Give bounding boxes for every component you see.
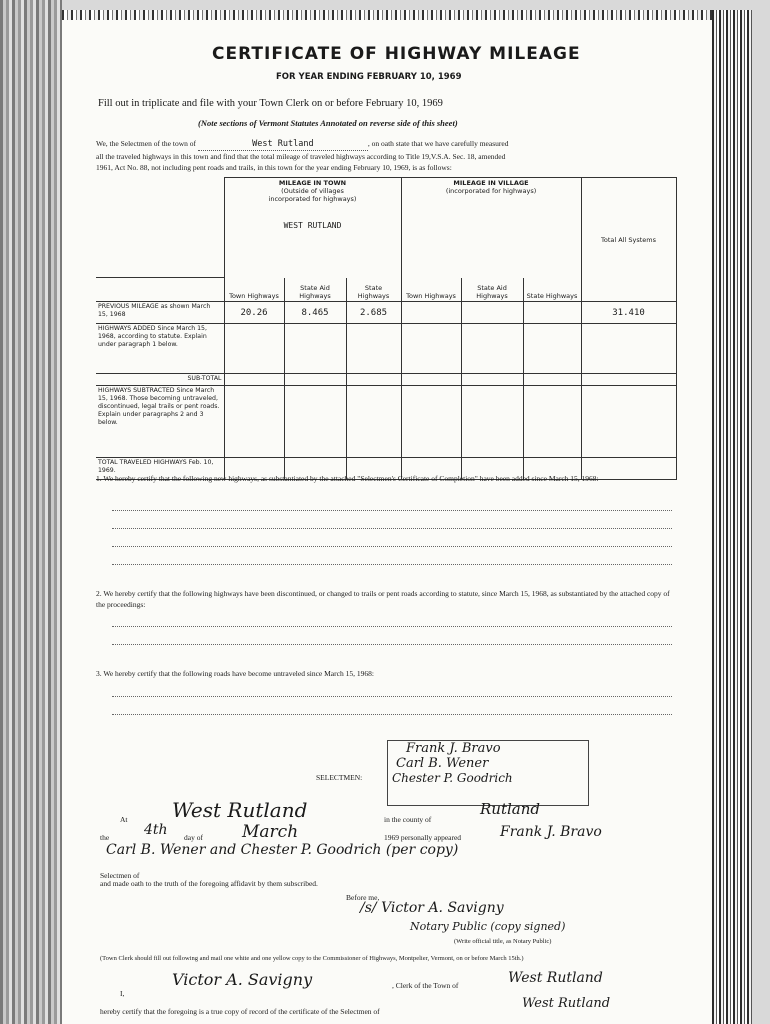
mileage-cell [523, 386, 581, 458]
statutes-note: (Note sections of Vermont Statutes Annotated on reverse side of this sheet) [198, 118, 458, 128]
official-title-label: (Write official title, as Notary Public) [454, 938, 552, 945]
column-header: State Highways [346, 278, 401, 302]
intro-line-2: all the traveled highways in this town and find that the total mileage of traveled highways according to Title 19,V.S.A. Sec. 18, amended [96, 152, 506, 161]
mileage-cell [224, 324, 284, 374]
mileage-cell [461, 374, 523, 386]
table-row [96, 374, 676, 386]
town-group-title: MILEAGE IN TOWN [278, 179, 347, 187]
before-me: Before me, [346, 893, 380, 902]
blank-label-header [96, 278, 224, 302]
village-group-header [401, 178, 581, 278]
certify-town: West Rutland [522, 996, 611, 1011]
county-value: Rutland [480, 800, 540, 818]
intro-line-3: 1961, Act No. 88, not including pent roads and trails, in this town for the year ending February 10, 1969, is as follows: [96, 163, 452, 172]
mileage-cell [401, 374, 461, 386]
county-label: in the county of [384, 815, 432, 824]
table-row [96, 386, 676, 458]
scan-edge-top [62, 10, 712, 20]
mileage-cell [581, 386, 676, 458]
mileage-cell [523, 374, 581, 386]
signature-1: Frank J. Bravo [406, 741, 501, 756]
signature-2: Carl B. Wener [396, 756, 489, 771]
month-value: March [242, 822, 299, 842]
mileage-cell [581, 324, 676, 374]
clerk-label: , Clerk of the Town of [392, 981, 459, 990]
clerk-town: West Rutland [508, 970, 603, 986]
clerk-i: I, [120, 989, 125, 998]
paragraph-3: 3. We hereby certify that the following roads have become untraveled since March 15, 1968: [96, 669, 374, 678]
column-header: Town Highways [224, 278, 284, 302]
fill-line [112, 696, 672, 697]
paragraph-2: 2. We hereby certify that the following highways have been discontinued, or changed to trails or pent roads according to statute, since March 15, 1968, as substantiated by the attached copy of the proceedings: [96, 589, 670, 609]
signature-3: Chester P. Goodrich [392, 771, 513, 785]
column-header: Town Highways [401, 278, 461, 302]
row-label: SUB-TOTAL [96, 374, 224, 386]
total-header: Total All Systems [581, 178, 676, 302]
fill-line [112, 546, 672, 547]
at-label: At [120, 815, 128, 824]
row-label: PREVIOUS MILEAGE as shown March 15, 1968 [96, 302, 224, 324]
day-value: 4th [144, 822, 168, 838]
intro-prefix: We, the Selectmen of the town of [96, 139, 196, 148]
selectmen-label: SELECTMEN: [316, 773, 363, 782]
row-label: TOTAL TRAVELED HIGHWAYS Feb. 10, 1969. [96, 458, 224, 480]
mileage-cell [346, 324, 401, 374]
notary-title: Notary Public (copy signed) [410, 920, 566, 933]
mileage-cell: 8.465 [284, 302, 346, 324]
document-page [62, 20, 712, 1024]
table-row [96, 302, 676, 324]
column-header: State Highways [523, 278, 581, 302]
mileage-cell [523, 324, 581, 374]
mileage-table [96, 177, 677, 480]
mileage-cell [461, 324, 523, 374]
town-group-header [224, 178, 401, 278]
mileage-cell [346, 374, 401, 386]
mileage-cell: 20.26 [224, 302, 284, 324]
mileage-cell: 2.685 [346, 302, 401, 324]
mileage-cell [346, 386, 401, 458]
mileage-cell [401, 302, 461, 324]
fill-line [112, 714, 672, 715]
mileage-cell [581, 374, 676, 386]
town-group-sub1: (Outside of villages [281, 187, 344, 195]
page-title: CERTIFICATE OF HIGHWAY MILEAGE [212, 44, 581, 64]
mileage-cell [224, 386, 284, 458]
mileage-cell [284, 324, 346, 374]
fill-line [112, 510, 672, 511]
town-group-sub2: incorporated for highways) [268, 195, 357, 203]
fill-line [112, 626, 672, 627]
year-line: FOR YEAR ENDING FEBRUARY 10, 1969 [276, 72, 462, 82]
paragraph-1: 1. We hereby certify that the following new highways, as substantiated by the attached "Selectmen's Certificate of Completion" have been added since March 15, 1968: [96, 474, 599, 483]
scan-edge-left [0, 0, 62, 1024]
mileage-cell [401, 386, 461, 458]
town-name: WEST RUTLAND [283, 221, 342, 230]
town-field: West Rutland [198, 139, 368, 151]
mileage-cell [401, 324, 461, 374]
mileage-cell: 31.410 [581, 302, 676, 324]
clerk-name: Victor A. Savigny [172, 970, 313, 989]
column-header: State Aid Highways [461, 278, 523, 302]
appeared-label: 1969 personally appeared [384, 833, 462, 842]
selectmen-signature-block [387, 740, 589, 806]
appeared-names-1: Frank J. Bravo [500, 824, 602, 840]
mileage-cell [284, 386, 346, 458]
column-header: State Aid Highways [284, 278, 346, 302]
row-label: HIGHWAYS ADDED Since March 15, 1968, according to statute. Explain under paragraph 1 below. [96, 324, 224, 374]
instructions: Fill out in triplicate and file with your Town Clerk on or before February 10, 1969 [98, 98, 443, 109]
fill-line [112, 564, 672, 565]
fill-line [112, 644, 672, 645]
row-label: HIGHWAYS SUBTRACTED Since March 15, 1968. Those becoming untraveled, discontinued, legal trails or pent roads. Explain under paragraphs 2 and 3 below. [96, 386, 224, 458]
fill-line [112, 528, 672, 529]
oath-text: and made oath to the truth of the foregoing affidavit by them subscribed. [100, 879, 318, 888]
appeared-names-2: Carl B. Wener and Chester P. Goodrich (per copy) [106, 842, 459, 858]
village-group-sub: (incorporated for highways) [445, 187, 537, 195]
intro-suffix: , on oath state that we have carefully measured [367, 139, 509, 148]
table-row [96, 324, 676, 374]
selectmen-of-label: Selectmen of [100, 871, 140, 880]
intro-paragraph [96, 138, 676, 173]
mileage-cell [461, 386, 523, 458]
notary-name: /s/ Victor A. Savigny [360, 900, 504, 916]
mileage-cell [224, 374, 284, 386]
certify-line: hereby certify that the foregoing is a true copy of record of the certificate of the Selectmen of [100, 1007, 380, 1016]
mileage-cell [523, 302, 581, 324]
at-place: West Rutland [172, 798, 308, 822]
mileage-cell [461, 302, 523, 324]
the-label: the [100, 833, 110, 842]
clerk-note: (Town Clerk should fill out following and mail one white and one yellow copy to the Commissioner of Highways, Montpelier, Vermont, on or before March 15th.) [100, 955, 524, 962]
mileage-cell [284, 374, 346, 386]
scan-edge-right [712, 10, 752, 1024]
day-of-label: day of [184, 833, 203, 842]
table-corner [96, 178, 224, 278]
village-group-title: MILEAGE IN VILLAGE [453, 179, 529, 187]
